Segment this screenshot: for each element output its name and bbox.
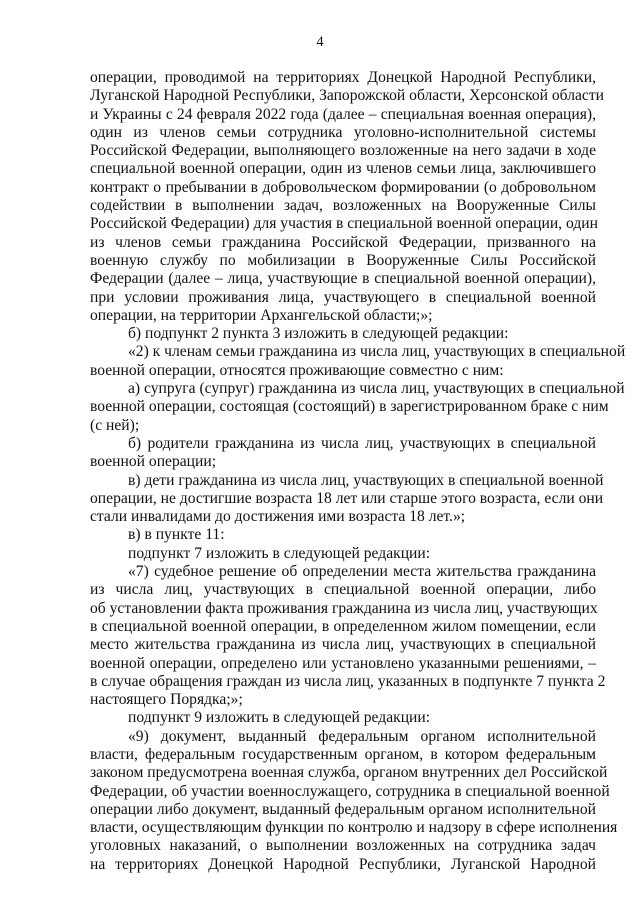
- text-line: военной операции, определено или установлено указанными решениями, –: [90, 654, 596, 672]
- text-line: и Украины с 24 февраля 2022 года (далее – специальная военная операция),: [90, 105, 596, 123]
- text-line: операции, на территории Архангельской области;»;: [90, 306, 433, 324]
- text-line: из членов семьи гражданина Российской Федерации, призванного на: [90, 233, 596, 251]
- text-line: в) дети гражданина из числа лиц, участвующих в специальной военной: [128, 471, 604, 489]
- text-line: уголовных наказаний, о выполнении возложенных на сотрудника задач: [90, 837, 596, 855]
- text-line: военной операции;: [90, 453, 217, 471]
- text-line: «7) судебное решение об определении места жительства гражданина: [128, 563, 596, 581]
- text-line: (с ней);: [90, 416, 140, 434]
- text-line: специальной военной операции, один из членов семьи лица, заключившего: [90, 160, 596, 178]
- text-line: Федерации, об участии военнослужащего, сотрудника в специальной военной: [90, 782, 610, 800]
- text-line: подпункт 9 изложить в следующей редакции:: [128, 709, 431, 727]
- text-line: власти, осуществляющим функции по контролю и надзору в сфере исполнения: [90, 819, 618, 837]
- text-line: подпункт 7 изложить в следующей редакции:: [128, 544, 431, 562]
- text-line: военной операции, состоящая (состоящий) в зарегистрированном браке с ним: [90, 398, 609, 416]
- paragraph-v-heading: в) в пункте 11:: [128, 526, 225, 544]
- text-line: место жительства гражданина из числа лиц, участвующих в специальной: [90, 636, 596, 654]
- text-line: Федерации (далее – лица, участвующие в специальной военной операции),: [90, 270, 596, 288]
- text-line: а) супруга (супруг) гражданина из числа лиц, участвующих в специальной: [128, 380, 625, 398]
- text-line: содействии в выполнении задач, возложенных на Вооруженные Силы: [90, 197, 596, 215]
- text-line: «9) документ, выданный федеральным органом исполнительной: [128, 727, 596, 745]
- text-line: власти, федеральным государственным органом, в котором федеральным: [90, 745, 596, 763]
- text-line: б) родители гражданина из числа лиц, участвующих в специальной: [128, 434, 596, 452]
- text-line: настоящего Порядка;»;: [90, 691, 243, 709]
- text-line: на территориях Донецкой Народной Республики, Луганской Народной: [90, 855, 596, 873]
- document-body: [90, 69, 626, 874]
- text-line: из числа лиц, участвующих в специальной военной операции, либо: [90, 581, 596, 599]
- text-line: военной операции, относятся проживающие совместно с ним:: [90, 361, 504, 379]
- text-line: об установлении факта проживания гражданина из числа лиц, участвующих: [90, 599, 598, 617]
- text-line: при условии проживания лица, участвующего в специальной военной: [90, 288, 596, 306]
- page-number: 4: [316, 34, 324, 50]
- text-line: операции, не достигшие возраста 18 лет или старше этого возраста, если они: [90, 489, 604, 507]
- text-line: законом предусмотрена военная служба, органом внутренних дел Российской: [90, 764, 608, 782]
- text-line: «2) к членам семьи гражданина из числа лиц, участвующих в специальной: [128, 343, 626, 361]
- text-line: операции, проводимой на территориях Донецкой Народной Республики,: [90, 69, 596, 86]
- text-line: в специальной военной операции, в определенном жилом помещении, если: [90, 617, 596, 635]
- paragraph-b-heading: б) подпункт 2 пункта 3 изложить в следующей редакции:: [128, 325, 509, 343]
- text-line: стали инвалидами до достижения ими возраста 18 лет.»;: [90, 508, 466, 526]
- text-line: Луганской Народной Республики, Запорожской области, Херсонской области: [90, 87, 605, 105]
- text-line: военную службу по мобилизации в Вооруженные Силы Российской: [90, 251, 596, 269]
- text-line: Российской Федерации) для участия в специальной военной операции, один: [90, 215, 598, 233]
- text-line: контракт о пребывании в добровольческом формировании (о добровольном: [90, 178, 596, 196]
- text-line: в случае обращения граждан из числа лиц, указанных в подпункте 7 пункта 2: [90, 672, 606, 690]
- text-line: один из членов семьи сотрудника уголовно-исполнительной системы: [90, 123, 596, 141]
- text-line: Российской Федерации, выполняющего возложенные на него задачи в ходе: [90, 142, 596, 160]
- text-line: операции либо документ, выданный федеральным органом исполнительной: [90, 800, 596, 818]
